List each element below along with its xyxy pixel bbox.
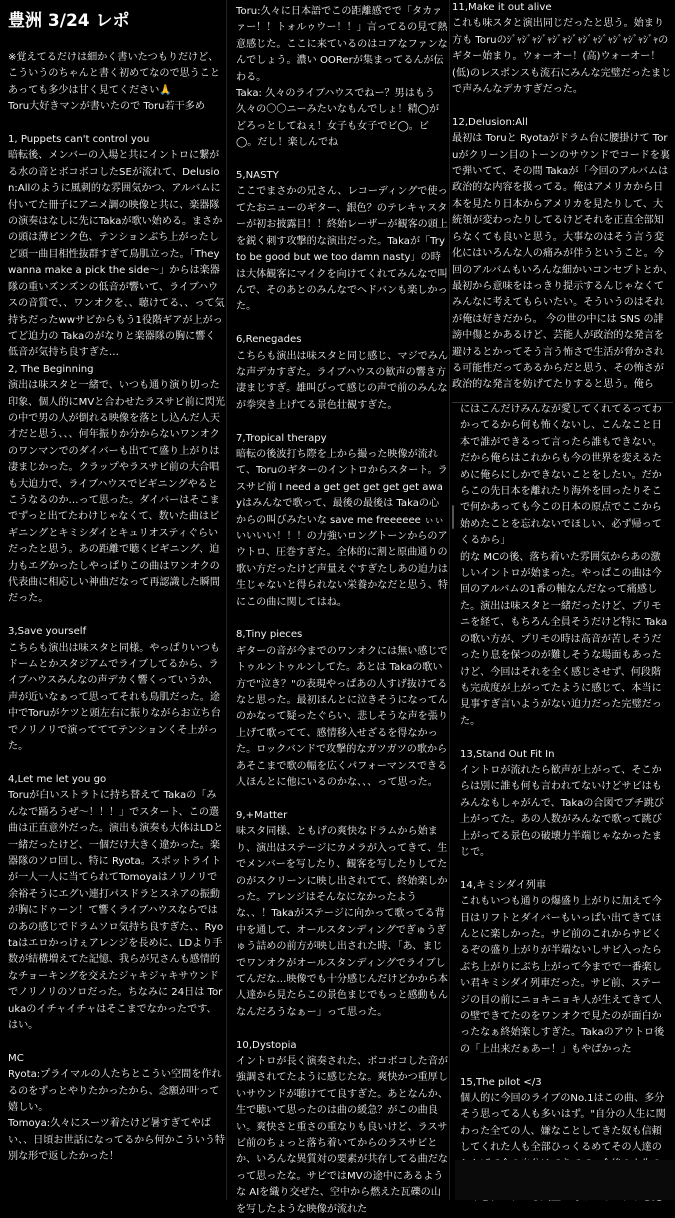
column-divider: [226, 0, 227, 1200]
report-column-1: [4, 0, 225, 1200]
report-text-2: Toru:久々に日本語でこの距離感でで「タカァァー！！トォルゥウー！！」言ってるの見て熱意感じた。ここに来ているのはコアなファンなんでしょう。濃い OORerが集まってるんが伝わる。 Taka: 久々のライブハウスでねー？男はもう久々の〇〇ニーみたいなもんでしょ！精◯がどろっとしてねぇ！女子も女子でビ◯。ビ◯。だし！楽しんでね 5,NASTY ここでまさかの兄さん、レコーディングで使ってたおニューのギター、銀色？のテレキャスターが初お披露目！！終始レーザーが観客の頭上を鋭く刺す攻撃的な演出だった。Takaが「Try to be good but we too damn nasty」の時は大体観客にマイクを向けてくれてみんなで叫んで、そのあとのみんなでヘドバンも楽しかった。 6,Renegades こちらも演出は味スタと同じ感じ、マジでみんな声デカすぎた。ライブハウスの歓声の響き方凄まじすぎ。雄叫びって感じの声で前のみんなが拳突き上げてる景色壮観すぎた。 7,Tropical therapy 暗転の後波打ち際を上から撮った映像が流れて、Toruのギターのイントロからスタート。ラスサビ前 I need a get get get get get awayはみんなで歌って、最後の最後は Takaの心からの叫びみたいな save me freeeeee ぃぃいいいい！！！の力強いロングトーンからのアウトロ、圧巻すぎた。全体的に割と原曲通りの歌い方だったけど声量えぐすぎたしあの迫力は生じゃないと得られない栄養かなだと思う、特にこの曲に関してはね。 8,Tiny pieces ギターの音が今までのワンオクには無い感じでトゥルントゥルンしてた。あとは Takaの歌い方で"泣き？"の表現やっぱあの人すげ抜けてるなと思った。最初ほんとに泣きそうになってんのかなって疑ったぐらい、悲しそうな声を張り上げて歌ってて、感情移入せざるを得なかった。ロックバンドで攻撃的なガツガツの歌からあそこまで歌の幅を広くパフォーマンスできる人ほんとに他にいるのかな、、、って思った。 9,+Matter 味スタ同様、ともげの爽快なドラムから始まり、演出はステージにカメラが入ってきて、生でメンバーを写したり、観客を写したりしてたのがスクリーンに映し出されてて、終始楽しかった。アレンジはそんなになかったような、、！Takaがステージに向かって歌ってる背中を通して、オールスタンディングでぎゅうぎゅう詰めの前方が映し出された時、「あ、まじでワンオクがオールスタンディングでライブしてんだな…映像でも十分感じんだけどかから本人達から見たらこの景色まじでもっと感動もんなんだろうなぁー」って思った。 10,Dystopia イントロが長く演奏された、ボコボコした音が強調されてたように感じたな。爽快かつ重厚しいサウンドが聴けてて良すぎた。あとなんか、生で聴いて思ったのは曲の緩急？がこの曲良い。爽快さと重さの重なりも良いけど、ラスサビ前のちょっと落ち着いてからのラスサビとか、いろんな異質対の要素が共存してる曲だなって思ったな。サビではMVの途中にあるような AIを織り交ぜた、空中から燃えた瓦礫の山を写したような映像が流れた: [236, 6, 448, 1215]
report-text-1: ※覚えてるだけは細かく書いたつもりだけど、こういうのちゃんと書く初めてなので思うことあっても多少は甘く見てください🙏 Toru大好きマンが書いたので Toru若干多め 1, Puppets can't control you 暗転後、メンバーの入場と共にイントロに繋がる水の音とボコボコしたSEが流れて、Delusion:Allのように風刺的な雰囲気かつ、アルバムに付いてた冊子にアニメ調の映像と共に、楽器隊の演奏はなしに先にTakaが歌い始める。まさかの頭は薄ピンク色、テンションぶち上がったしど頭一曲目相性抜群すぎて鳥肌立った。「They wanna make a pick the side〜」からは楽器隊の重いズンズンの低音が響いて、ライブハウスの音質で、、ワンオクを、、聴けてる、、って気持ちだったwwサビからもう1役階ギアが上がってど迫力の Takaのがなりと楽器隊の胸に響く低音が気持ち良すぎた… 2, The Beginning 演出は味スタと一緒で、いつも通り演り切った印象、個人的にMVと合わせたラスサビ前に閃光の中で男の人が倒れる映像を落とし込んだ人天才だと思う、、、何年振りか分からないワンオクのワンマンでのダイバーも出てて盛り上がりは凄まじかった。クラップやラスサビ前の大合唱も大迫力で、ライブハウスでビギニングやるとこうなるのか…って思った。ダイバーはそこまでずっと出てたわけじゃなくて、数いた曲はビギニングとキミシダイとキュリオスティぐらいだったと思う。あの距離で聴くビギニング、迫力もエグかったしやっぱりこの曲はワンオクの代表曲に相応しい神曲だなって再認識した瞬間だった。 3,Save yourself こちらも演出は味スタと同様。やっぱりいつもドームとかスタジアムでライブしてるから、ライブハウスみんなの声デカく響くっていうか、声が近いなぁって思ってそれも鳥肌だった。途中でToruがケツと頭左右に振りながらお立ち台でノリノリで演ってててテンションくそ上がった。 4,Let me let you go Toruが白いストラトに持ち替えて Takaの「みんなで踊ろうぜ〜！！！」でスタート、この選曲は正直意外だった。演出も演奏も大体はLDと一緒だったけど、一個だけ大きく違かった。楽器隊のソロ回し、特に Ryota。スポットライトが一人一人に当てられてTomoyaはノリノリで余裕そうにエグい連打パスドラとスネアの振動が胸にドゥーン！て響くライブハウスならではのあの感じでドラムソロ気持ち良すぎた、、Ryotaはエロかっけぇアレンジを長めに、LDより手数が結構増えてた記憶、我らが兄さんも感情的なチョーキングを交えたジャキジャキサウンドでノリノリのソロだった。ちなみに 24日は Torukaのイチャイチャはそこまでなかったです、はい。 MC Ryota:プライマルの人たちとこうい空間を作れるのをずっとやりたかったから、念願が叶って嬉しい。 Tomoya:久々にスーツ着たけど暑すぎてやばい、、日頃お世話になってるから何かこういう特別な形で返したかった！: [8, 52, 226, 1163]
report-column-3-top: [452, 0, 673, 402]
report-column-3-bottom: [460, 402, 670, 1162]
report-text-3-top: 11,Make it out alive これも味スタと演出同じだったと思う。始まり方も Toruのｼﾞｬｼﾞｬｼﾞｬｼﾞｬｼﾞｬｼﾞｬｼﾞｬｼﾞｬｼﾞｬｼﾞｬのギター始まり。ウォーオー！(高)ウォーオー！(低)のレスポンスも流石にみんな完璧だったまじで声みんなデカすぎだった。 12,Delusion:All 最初は Toruと Ryotaがドラム台に腰掛けて Toruがクリーン目のトーンのサウンドでコードを裏で弾いてて、その間 Takaが「今回のアルバムは政治的な内容を扱ってる。俺はアメリカから日本を見たり日本からアメリカを見たりして、大統領が変わったりしてるけどそれを正直全部知らなくても良いと思う。大事なのはそう言う変化にはいろんな人の痛みが伴うということ。今回のアルバムもいろんな細かいコンセプトとか、最初から意味をはっきり提示するんじゃなくてみんなに考えてもらいたい。そういうのはそれが俺は好きだから。 今の世の中には SNS の誹謗中傷とかあるけど、芸能人が政治的な発言を避けるとかってそう言う怖さで生活が脅かされる可能性だってあるからだと思う、その怖さが政治的な発言を妨げてたりすると思う。俺ら: [452, 2, 673, 391]
bottom-strip: [455, 1160, 675, 1200]
scrollbar-thumb[interactable]: [452, 505, 454, 529]
report-column-2: [230, 0, 448, 1215]
page-title: 豊洲 3/24 レポ: [8, 11, 130, 31]
report-text-3-bottom: にはこんだけみんなが愛してくれてるってわかってるから何も怖くないし、こんなこと日本で誰ができるって言ったら誰もできない。だから俺らはこれからも今の世界を変えるために俺らにしかできないことをしたい。だからこの先日本を離れたり海外を回ったりそこで何かあっても今この日本の原点でここから始めたことを忘れないでほしい、必ず帰ってくるから」 的な MCの後、落ち着いた雰囲気からあの激しいイントロが始まった。やっぱこの曲は今回のアルバムの1番の軸なんだなって痛感した。演出は味スタと一緒だったけど、プリモニを経て、もちろん全員そうだけど特に Takaの歌い方が、プリモの時は高音が苦しそうだったり息を保つのが難しそうな場面もあったけど、今回はそれを全く感じさせず、何段階も完成度が上がってたように感じて、本当に見事すぎ言いようがない迫力だった完璧だった。 13,Stand Out Fit In イントロが流れたら歓声が上がって、そこからは別に誰も何も言われてないけどサビはもみんなもしゃがんで、Takaの合図でブチ跳び上がってた。あの人数がみんなで歌って跳び上がってる景色の破壊力半端じゃなかったまじで。 14,キミシダイ列車 これもいつも通りの爆盛り上がりに加えて今日はリフトとダイバーもいっぱい出てきてほんとに楽しかった。サビ前のこれからサビくるぞの盛り上がりが半端ないしサビ入ったらぶち上がりにぶち上がって今までで一番楽しい君キミシダイ列車だった。サビ前、ステージの目の前にニョキニョキ人が生えてきて人の壁できてたのをワンオクで見たのが面白かったなぁ終始楽しすぎた。Takaのアウトロ後の「上出来だぁあー！」もやばかった 15,The pilot </3 個人的に今回のライブのNo.1はこの曲、多分そう思ってる人も多いはず。"自分の人生に関わった全ての人、嫌なことしてきた奴も信頼してくれた人も全部ひっくるめてその人達の: [460, 404, 668, 1154]
column-divider: [449, 0, 450, 1200]
